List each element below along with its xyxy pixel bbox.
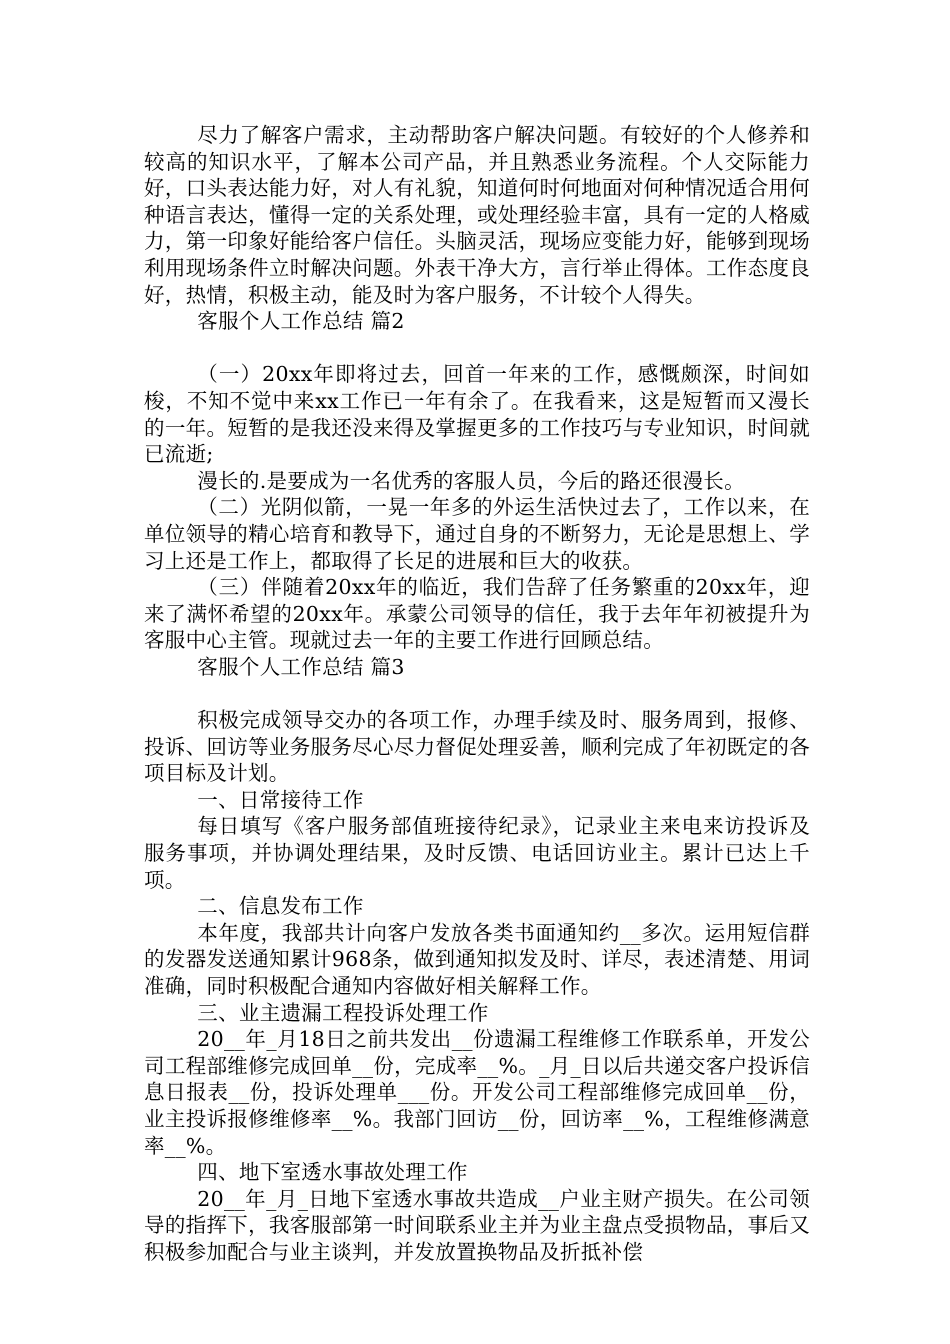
section-title-part-2: 客服个人工作总结 篇2 — [197, 309, 405, 334]
paragraph-part2-one: （一）20xx年即将过去，回首一年来的工作，感慨颇深，时间如梭，不知不觉中来xx工作已一年有余了。在我看来，这是短暂而又漫长的一年。短暂的是我还没来得及掌握更多的工作技巧与专业知识，时间就已流逝; — [144, 362, 810, 467]
paragraph-part2-long-road: 漫长的.是要成为一名优秀的客服人员，今后的路还很漫长。 — [197, 468, 745, 493]
subheading-information-release: 二、信息发布工作 — [197, 894, 364, 919]
subheading-complaint-handling: 三、业主遗漏工程投诉处理工作 — [197, 1000, 489, 1025]
paragraph-part2-three: （三）伴随着20xx年的临近，我们告辞了任务繁重的20xx年，迎来了满怀希望的20xx年。承蒙公司领导的信任，我于去年年初被提升为客服中心主管。现就过去一年的主要工作进行回顾总结。 — [144, 575, 810, 653]
paragraph-daily-reception: 每日填写《客户服务部值班接待纪录》，记录业主来电来访投诉及服务事项，并协调处理结果，及时反馈、电话回访业主。累计已达上千项。 — [144, 814, 810, 892]
blank-line — [144, 335, 810, 362]
section-title-part-3: 客服个人工作总结 篇3 — [197, 654, 405, 679]
document-body — [144, 122, 810, 1266]
subheading-daily-reception: 一、日常接待工作 — [197, 787, 364, 812]
paragraph-complaint-handling: 20__年_月18日之前共发出__份遗漏工程维修工作联系单，开发公司工程部维修完成回单__份，完成率__%。_月_日以后共递交客户投诉信息日报表__份，投诉处理单___份。开发公司工程部维修完成回单__份，业主投诉报修维修率__%。我部门回访__份，回访率__%，工程维修满意率__%。 — [144, 1027, 810, 1158]
paragraph-part3-intro: 积极完成领导交办的各项工作，办理手续及时、服务周到，报修、投诉、回访等业务服务尽心尽力督促处理妥善，顺利完成了年初既定的各项目标及计划。 — [144, 708, 810, 786]
paragraph-customer-service-qualities: 尽力了解客户需求，主动帮助客户解决问题。有较好的个人修养和较高的知识水平，了解本公司产品，并且熟悉业务流程。个人交际能力好，口头表达能力好，对人有礼貌，知道何时何地面对何种情况适合用何种语言表达，懂得一定的关系处理，或处理经验丰富，具有一定的人格威力，第一印象好能给客户信任。头脑灵活，现场应变能力好，能够到现场利用现场条件立时解决问题。外表干净大方，言行举止得体。工作态度良好，热情，积极主动，能及时为客户服务，不计较个人得失。 — [144, 123, 810, 307]
blank-line — [144, 680, 810, 707]
paragraph-information-release: 本年度，我部共计向客户发放各类书面通知约__多次。运用短信群的发器发送通知累计968条，做到通知拟发及时、详尽，表述清楚、用词准确，同时积极配合通知内容做好相关解释工作。 — [144, 920, 810, 998]
paragraph-part2-two: （二）光阴似箭，一晃一年多的外运生活快过去了，工作以来，在单位领导的精心培育和教导下，通过自身的不断努力，无论是思想上、学习上还是工作上，都取得了长足的进展和巨大的收获。 — [144, 495, 810, 573]
subheading-basement-leak: 四、地下室透水事故处理工作 — [197, 1160, 468, 1185]
paragraph-basement-leak: 20__年_月_日地下室透水事故共造成__户业主财产损失。在公司领导的指挥下，我客服部第一时间联系业主并为业主盘点受损物品，事后又积极参加配合与业主谈判，并发放置换物品及折抵补偿 — [144, 1186, 810, 1264]
